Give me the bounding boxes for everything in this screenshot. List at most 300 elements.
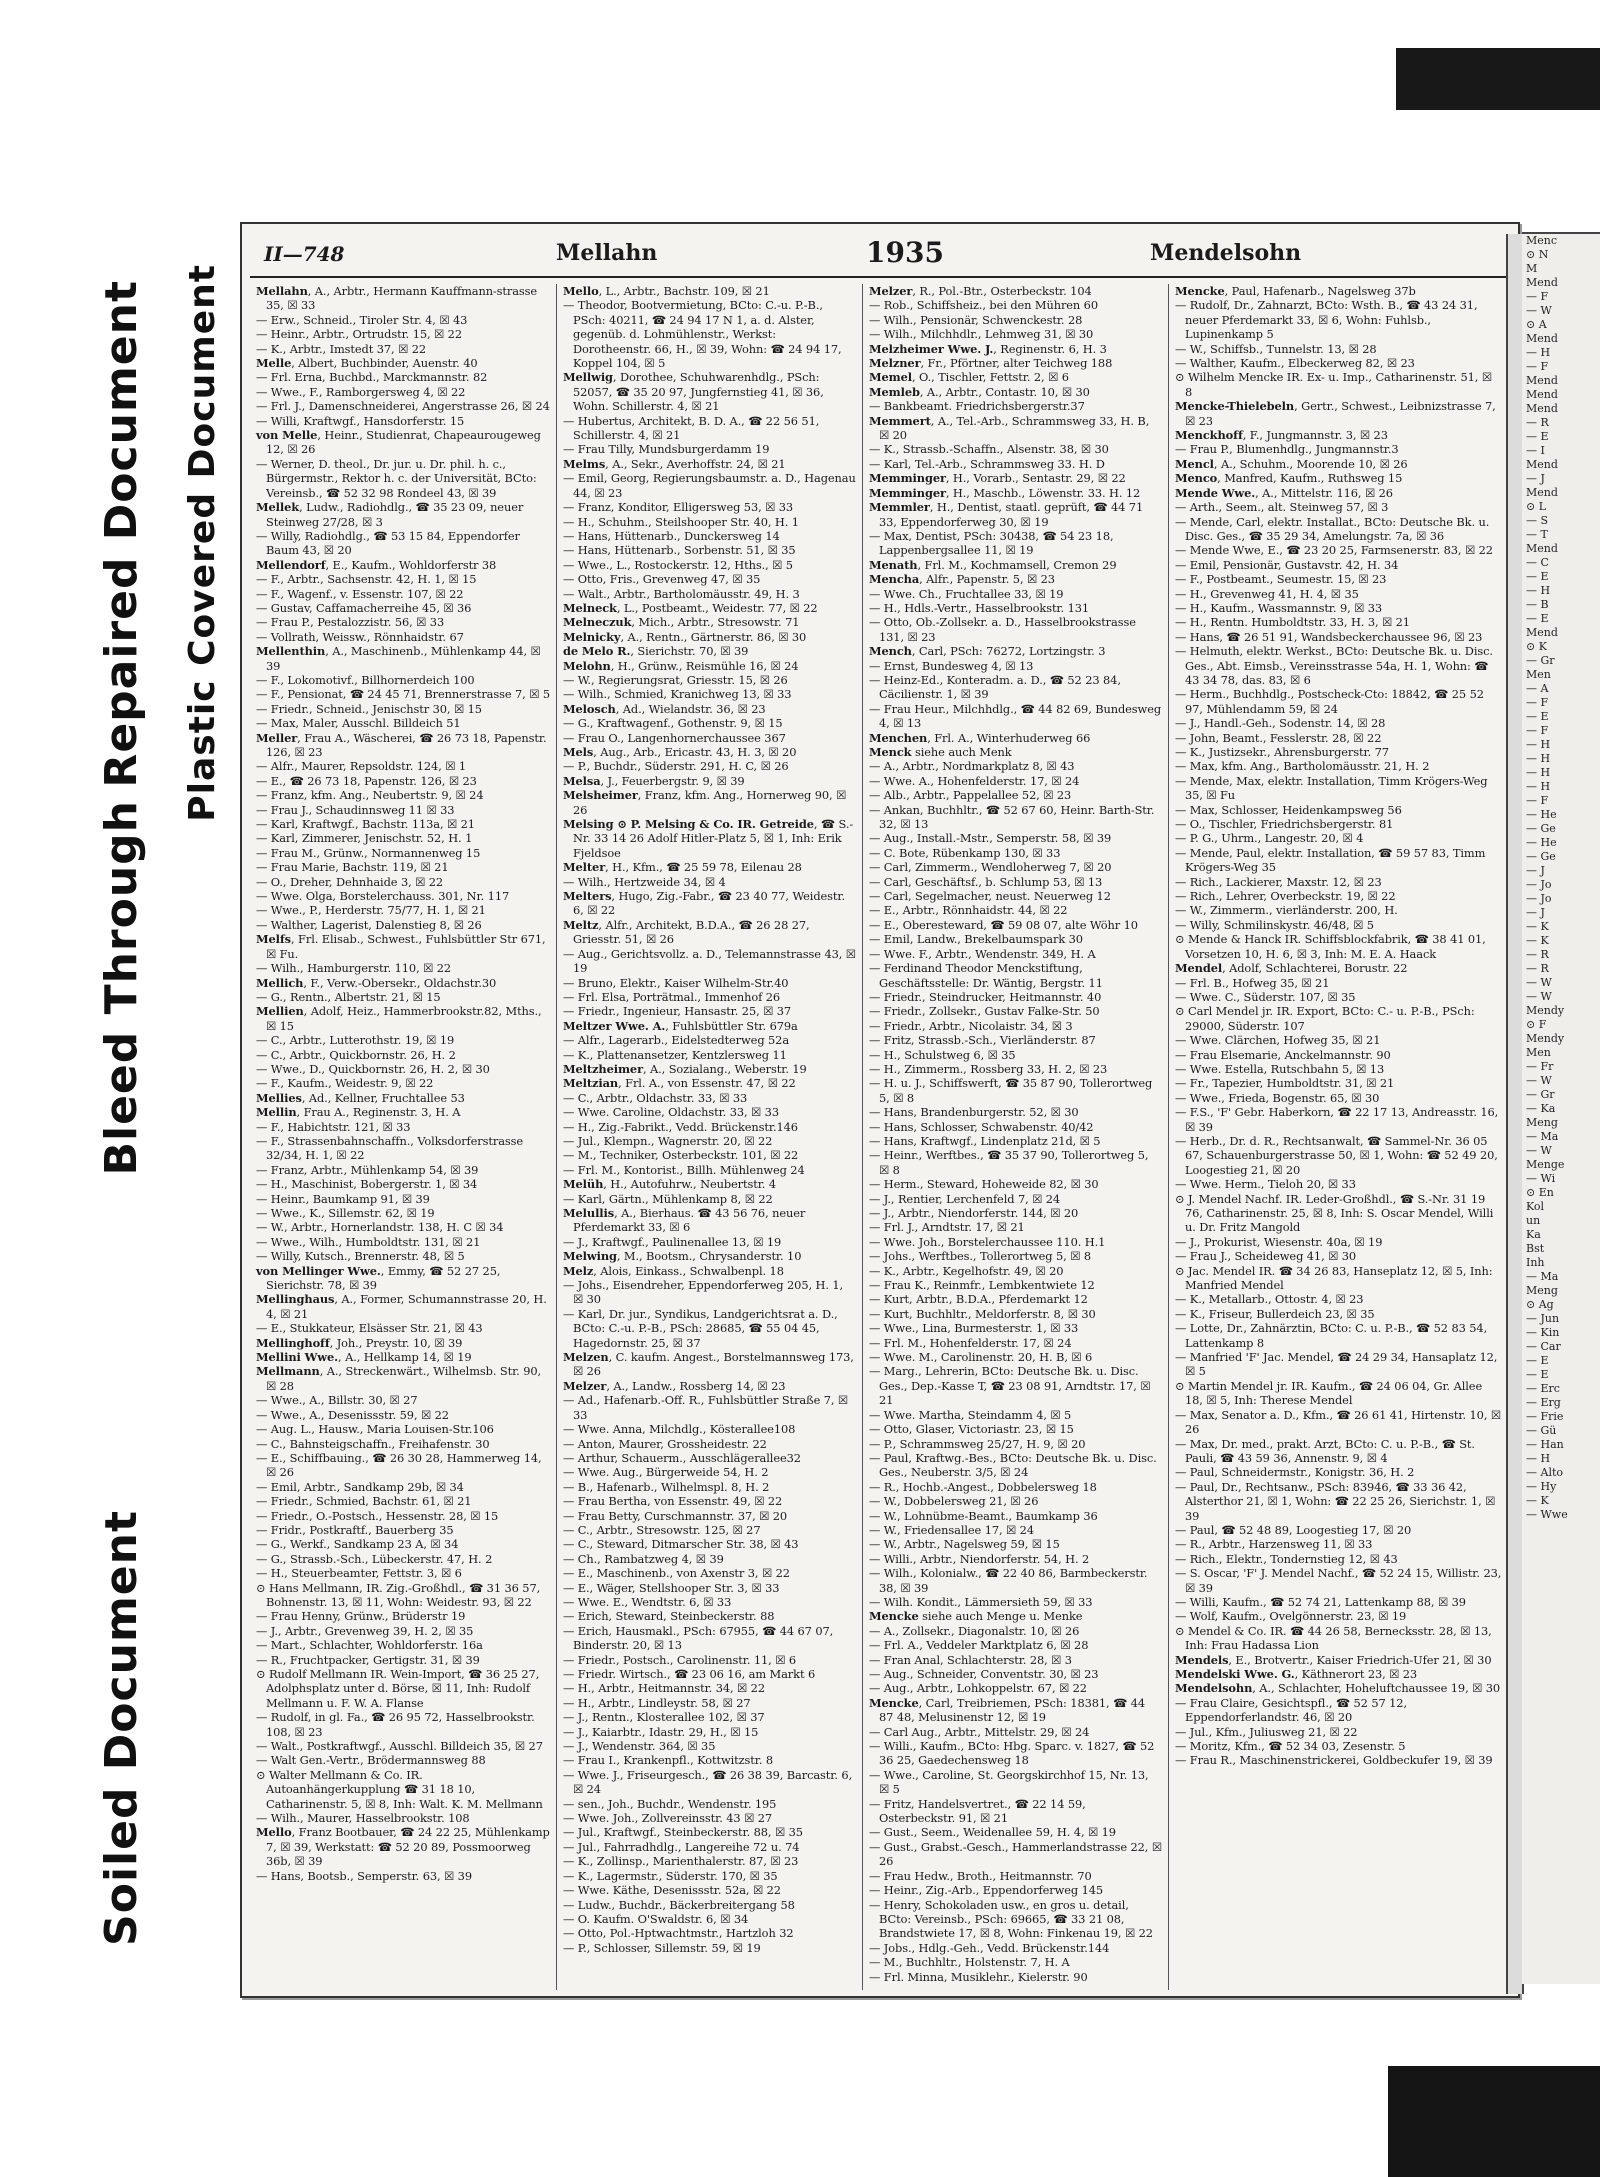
directory-entry: Mellinghaus, A., Former, Schumannstrasse 20, H. 4, ☒ 21 [256, 1292, 547, 1321]
directory-entry: — Frau Hedw., Broth., Heitmannstr. 70 [869, 1868, 1092, 1883]
directory-entry: Melzer, R., Pol.-Btr., Osterbeckstr. 104 [869, 284, 1092, 298]
directory-entry: Melwing, M., Bootsm., Chrysanderstr. 10 [563, 1249, 802, 1264]
directory-entry: — Frau Bertha, von Essenstr. 49, ☒ 22 [563, 1494, 783, 1509]
black-tape-bottom [1388, 2066, 1600, 2177]
directory-entry: ⊙ Rudolf Mellmann IR. Wein-Import, ☎ 36 25 27, Adolphsplatz unter d. Börse, ☒ 11, Inh: Rudolf Mellmann u. F. W. A. Flanse [256, 1667, 540, 1710]
directory-entry: ⊙ Mende & Hanck IR. Schiffsblockfabrik, ☎ 38 41 01, Vorsetzen 10, H. 6, ☒ 3, Inh: M. E. A. Haack [1175, 932, 1486, 961]
directory-entry: — Frau M., Grünw., Normannenweg 15 [256, 845, 481, 860]
directory-entry: — Frau J., Scheideweg 41, ☒ 30 [1175, 1249, 1357, 1264]
directory-entry: Melullis, A., Bierhaus. ☎ 43 56 76, neuer Pferdemarkt 33, ☒ 6 [563, 1206, 806, 1235]
directory-entry: Mellien, Adolf, Heiz., Hammerbrookstr.82, Mths., ☒ 15 [256, 1004, 542, 1033]
directory-entry: — K., Justizsekr., Ahrensburgerstr. 77 [1175, 745, 1389, 759]
directory-entry: — Aug., Install.-Mstr., Semperstr. 58, ☒ 39 [869, 831, 1112, 846]
next-page-fragment: — H [1526, 766, 1551, 779]
directory-entry: — Otto, Pol.-Hptwachtmstr., Hartzloh 32 [563, 1926, 794, 1941]
directory-entry: — Max, Schlosser, Heidenkampsweg 56 [1175, 802, 1402, 817]
directory-entry: — R., Hochb.-Angest., Dobbelersweg 18 [869, 1479, 1097, 1494]
next-page-fragment: — S [1526, 514, 1549, 527]
next-page-fragment: — K [1526, 1494, 1549, 1507]
directory-entry: — Rich., Lackierer, Maxstr. 12, ☒ 23 [1175, 874, 1382, 889]
directory-entry: — John, Beamt., Fesslerstr. 28, ☒ 22 [1175, 730, 1382, 745]
directory-entry: ⊙ Walter Mellmann & Co. IR. Autoanhängerkupplung ☎ 31 18 10, Catharinenstr. 5, ☒ 8, Inh: Walt. K. M. Mellmann [256, 1767, 543, 1811]
next-page-fragment: ⊙ En [1526, 1186, 1554, 1199]
next-page-fragment: — H [1526, 752, 1551, 765]
directory-entry: Melnicky, A., Rentn., Gärtnerstr. 86, ☒ 30 [563, 629, 807, 644]
next-page-fragment: — F [1526, 360, 1549, 373]
directory-entry: — Frau K., Reinmfr., Lembkentwiete 12 [869, 1278, 1095, 1293]
directory-entry: — W., Arbtr., Nagelsweg 59, ☒ 15 [869, 1537, 1060, 1552]
next-page-fragment: ⊙ N [1526, 248, 1549, 261]
directory-entry: — Wwe. Estella, Rutschbahn 5, ☒ 13 [1175, 1061, 1385, 1076]
next-page-fragment: — Kin [1526, 1326, 1560, 1339]
directory-entry: — P., Schlosser, Sillemstr. 59, ☒ 19 [563, 1940, 761, 1955]
directory-entry: — Kurt, Arbtr., B.D.A., Pferdemarkt 12 [869, 1292, 1088, 1307]
next-page-fragment: Meng [1526, 1284, 1558, 1297]
directory-entry: — Johs., Eisendreher, Eppendorferweg 205, H. 1, ☒ 30 [563, 1278, 844, 1307]
next-page-fragment: Mendy [1526, 1004, 1565, 1017]
next-page-fragment: — J [1526, 472, 1545, 485]
directory-entry: Mellich, F., Verw.-Obersekr., Oldachstr.30 [256, 975, 497, 990]
directory-entry: Memminger, H., Vorarb., Sentastr. 29, ☒ 22 [869, 471, 1126, 486]
next-page-fragment: — J [1526, 906, 1545, 919]
directory-entry: — G., Werkf., Sandkamp 23 A, ☒ 34 [256, 1537, 459, 1552]
next-page-fragment: — Hy [1526, 1480, 1557, 1493]
directory-entry: — Willi, Kraftwgf., Hansdorferstr. 15 [256, 413, 465, 428]
label-soiled-document: Soiled Document [96, 1510, 147, 1946]
directory-entry: — Wilh., Maurer, Hasselbrookstr. 108 [256, 1811, 470, 1826]
directory-entry: — Wwe. Clärchen, Hofweg 35, ☒ 21 [1175, 1033, 1381, 1048]
directory-entry: — Frau Betty, Curschmannstr. 37, ☒ 20 [563, 1508, 788, 1523]
directory-entry: — Erich, Steward, Steinbeckerstr. 88 [563, 1609, 775, 1624]
directory-entry: Menath, Frl. M., Kochmamsell, Cremon 29 [869, 557, 1117, 572]
directory-entry: — Herm., Buchhdlg., Postscheck-Cto: 18842, ☎ 25 52 97, Mühlendamm 59, ☒ 24 [1175, 687, 1484, 716]
directory-entry: Melters, Hugo, Zig.-Fabr., ☎ 23 40 77, Weidestr. 6, ☒ 22 [563, 889, 845, 918]
directory-entry: — Hans, ☎ 26 51 91, Wandsbeckerchaussee 96, ☒ 23 [1175, 629, 1483, 644]
directory-entry: — Wilh., Schmied, Kranichweg 13, ☒ 33 [563, 687, 792, 702]
next-page-fragment: M [1526, 262, 1538, 275]
directory-entry: — sen., Joh., Buchdr., Wendenstr. 195 [563, 1796, 777, 1811]
directory-entry: — J., Wendenstr. 364, ☒ 35 [563, 1739, 716, 1754]
directory-entry: ⊙ Hans Mellmann, IR. Zig.-Großhdl., ☎ 31 36 57, Bohnenstr. 13, ☒ 11, Wohn: Weidestr. 93, ☒ 22 [256, 1580, 541, 1609]
directory-entry: Meltz, Alfr., Architekt, B.D.A., ☎ 26 28 27, Griesstr. 51, ☒ 26 [563, 917, 810, 947]
directory-entry: — W., Zimmerm., vierländerstr. 200, H. [1175, 903, 1398, 918]
directory-entry: — Hans, Brandenburgerstr. 52, ☒ 30 [869, 1105, 1079, 1120]
directory-entry: — Wwe. Anna, Milchdlg., Kösterallee108 [563, 1422, 796, 1437]
directory-entry: — Henry, Schokoladen usw., en gros u. detail, BCto: Vereinsb., PSch: 69665, ☎ 33 21 08, Brandstwiete 17, ☒ 8, Wohn: Finkenau 19, ☒ 22 [869, 1897, 1153, 1941]
directory-entry: — Willy, Radiohdlg., ☎ 53 15 84, Eppendorfer Baum 43, ☒ 20 [256, 528, 520, 558]
next-page-fragment: Menc [1526, 234, 1558, 247]
directory-entry: — Carl, Geschäftsf., b. Schlump 53, ☒ 13 [869, 874, 1103, 889]
directory-entry: Melfs, Frl. Elisab., Schwest., Fuhlsbüttler Str 671, ☒ Fu. [256, 932, 546, 961]
directory-entry: — Wwe. M., Carolinenstr. 20, H. B, ☒ 6 [869, 1350, 1093, 1365]
directory-entry: — Ludw., Buchdr., Bäckerbreitergang 58 [563, 1897, 795, 1912]
directory-entry: ⊙ J. Mendel Nachf. IR. Leder-Großhdl., ☎ S.-Nr. 31 19 76, Catharinenstr. 25, ☒ 8, Inh: S. Oscar Mendel, Willi u. Dr. Fritz Mangold [1175, 1191, 1494, 1235]
next-page-fragment: Kol [1526, 1200, 1545, 1213]
directory-entry: Mellinghoff, Joh., Preystr. 10, ☒ 39 [256, 1335, 463, 1350]
directory-entry: — Emil, Arbtr., Sandkamp 29b, ☒ 34 [256, 1479, 464, 1494]
next-page-edge [1522, 232, 1600, 1984]
directory-entry: — K., Lagermstr., Süderstr. 170, ☒ 35 [563, 1868, 778, 1883]
directory-entry: — Frl. Minna, Musiklehr., Kielerstr. 90 [869, 1969, 1088, 1984]
directory-entry: — Emil, Georg, Regierungsbaumstr. a. D., Hagenau 44, ☒ 23 [563, 471, 856, 500]
next-page-fragment: Mendy [1526, 1032, 1565, 1045]
next-page-fragment: Menge [1526, 1158, 1565, 1171]
directory-entry: — Wilh. Kondit., Lämmersieth 59, ☒ 33 [869, 1594, 1093, 1609]
directory-entry: — Ch., Rambatzweg 4, ☒ 39 [563, 1551, 724, 1566]
directory-entry: — Gustav, Caffamacherreihe 45, ☒ 36 [256, 600, 472, 615]
directory-entry: — Frl. J., Damenschneiderei, Angerstrasse 26, ☒ 24 [256, 399, 550, 414]
directory-entry: — P. G., Uhrm., Langestr. 20, ☒ 4 [1175, 831, 1364, 846]
next-page-fragment: ⊙ A [1526, 318, 1547, 331]
next-page-fragment: — T [1526, 528, 1548, 541]
next-page-fragment: — F [1526, 290, 1549, 303]
directory-entry: Melsing ⊙ P. Melsing & Co. IR. Getreide, ☎ S.-Nr. 33 14 26 Adolf Hitler-Platz 5, ☒ 1, Inh: Erik Fjeldsoe [563, 817, 854, 860]
next-page-fragment: — He [1526, 836, 1557, 849]
directory-entry: — Karl, Kraftwgf., Bachstr. 113a, ☒ 21 [256, 817, 475, 832]
next-page-fragment: ⊙ L [1526, 500, 1547, 513]
directory-entry: Mende Wwe., A., Mittelstr. 116, ☒ 26 [1175, 485, 1393, 500]
directory-entry: — Wwe. Martha, Steindamm 4, ☒ 5 [869, 1407, 1072, 1422]
directory-page [240, 222, 1520, 1998]
directory-entry: — Wwe. Herm., Tieloh 20, ☒ 33 [1175, 1177, 1356, 1192]
label-bleed-through: Bleed Through [96, 800, 147, 1176]
directory-entry: Mellek, Ludw., Radiohdlg., ☎ 35 23 09, neuer Steinweg 27/28, ☒ 3 [256, 500, 524, 529]
directory-entry: — Kurt, Buchhltr., Meldorferstr. 8, ☒ 30 [869, 1306, 1096, 1321]
directory-entry: — B., Hafenarb., Wilhelmspl. 8, H. 2 [563, 1479, 770, 1494]
directory-entry: — Mende Wwe, E., ☎ 23 20 25, Farmsenerstr. 83, ☒ 22 [1175, 543, 1493, 558]
next-page-fragment: — E [1526, 1368, 1549, 1381]
directory-entry: — H. u. J., Schiffswerft, ☎ 35 87 90, Tollerortweg 5, ☒ 8 [869, 1076, 1153, 1105]
directory-entry: — Bruno, Elektr., Kaiser Wilhelm-Str.40 [563, 975, 789, 990]
next-page-fragment: ⊙ K [1526, 640, 1547, 653]
directory-entry: — W., Dobbelersweg 21, ☒ 26 [869, 1494, 1039, 1509]
directory-entry: — Gust., Seem., Weidenallee 59, H. 4, ☒ 19 [869, 1825, 1116, 1840]
directory-entry: Meller, Frau A., Wäscherei, ☎ 26 73 18, Papenstr. 126, ☒ 23 [256, 730, 547, 759]
directory-entry: — Karl, Zimmerer, Jenischstr. 52, H. 1 [256, 831, 473, 846]
next-page-fragment: — H [1526, 1452, 1551, 1465]
next-page-fragment: — W [1526, 1144, 1552, 1157]
directory-entry: — Hans, Hüttenarb., Sorbenstr. 51, ☒ 35 [563, 543, 796, 558]
next-page-fragment: — W [1526, 976, 1552, 989]
directory-entry: — J., Arbtr., Niendorferstr. 144, ☒ 20 [869, 1206, 1079, 1220]
directory-entry: Menco, Manfred, Kaufm., Ruthsweg 15 [1175, 471, 1403, 486]
directory-entry: — E., Arbtr., Rönnhaidstr. 44, ☒ 22 [869, 903, 1068, 918]
next-page-fragment: Mend [1526, 276, 1558, 289]
directory-entry: — Jobs., Hdlg.-Geh., Vedd. Brückenstr.144 [869, 1940, 1110, 1955]
directory-entry: — W., Arbtr., Hornerlandstr. 138, H. C ☒ 34 [256, 1220, 504, 1235]
directory-entry: — O. Kaufm. O'Swaldstr. 6, ☒ 34 [563, 1911, 749, 1926]
directory-entry: — Manfried 'F' Jac. Mendel, ☎ 24 29 34, Hansaplatz 12, ☒ 5 [1175, 1350, 1498, 1379]
directory-entry: — J., Kaiarbtr., Idastr. 29, H., ☒ 15 [563, 1724, 759, 1739]
directory-entry: Mencke, Carl, Treibriemen, PSch: 18381, ☎ 44 87 48, Melusinenstr 12, ☒ 19 [869, 1695, 1145, 1725]
directory-entry: Melüh, H., Autofuhrw., Neubertstr. 4 [563, 1177, 776, 1192]
directory-entry: Meltzian, Frl. A., von Essenstr. 47, ☒ 22 [563, 1076, 796, 1091]
directory-entry: Mencke-Thielebeln, Gertr., Schwest., Leibnizstrasse 7, ☒ 23 [1175, 399, 1496, 428]
directory-entry: — Willi., Arbtr., Niendorferstr. 54, H. 2 [869, 1551, 1090, 1566]
label-repaired-document: Repaired Document [96, 280, 147, 788]
directory-entry: — Rudolf, in gl. Fa., ☎ 26 95 72, Hasselbrookstr. 108, ☒ 23 [256, 1710, 535, 1739]
directory-entry: — J., Prokurist, Wiesenstr. 40a, ☒ 19 [1175, 1234, 1383, 1249]
entry-columns [250, 284, 1510, 1990]
next-page-fragment: — E [1526, 1354, 1549, 1367]
next-page-fragment: — Fr [1526, 1060, 1554, 1073]
page-header [250, 230, 1510, 278]
directory-entry: ⊙ Jac. Mendel IR. ☎ 34 26 83, Hanseplatz 12, ☒ 5, Inh: Manfried Mendel [1175, 1263, 1493, 1293]
directory-entry: — Frl. M., Hohenfelderstr. 17, ☒ 24 [869, 1335, 1072, 1350]
directory-entry: — Arthur, Schauerm., Ausschlägerallee32 [563, 1450, 801, 1465]
next-page-fragment: — Ma [1526, 1270, 1559, 1283]
directory-entry: — C., Arbtr., Lutterothstr. 19, ☒ 19 [256, 1033, 455, 1048]
black-tape-top [1396, 48, 1600, 110]
directory-entry: — Friedr., Schmied, Bachstr. 61, ☒ 21 [256, 1494, 472, 1509]
directory-entry: Mencha, Alfr., Papenstr. 5, ☒ 23 [869, 572, 1055, 587]
directory-entry: — Franz, Arbtr., Mühlenkamp 54, ☒ 39 [256, 1162, 479, 1177]
next-page-fragment: — Ka [1526, 1102, 1556, 1115]
directory-entry: — Emil, Landw., Brekelbaumspark 30 [869, 932, 1083, 947]
directory-entry: — J., Arbtr., Grevenweg 39, H. 2, ☒ 35 [256, 1623, 474, 1638]
directory-entry: — Friedr., Postsch., Carolinenstr. 11, ☒ 6 [563, 1652, 796, 1667]
next-page-fragment: — Han [1526, 1438, 1564, 1451]
directory-entry: — Max, kfm. Ang., Bartholomäusstr. 21, H. 2 [1175, 759, 1430, 774]
directory-entry: Melzheimer Wwe. J., Reginenstr. 6, H. 3 [869, 341, 1107, 356]
directory-entry: — Mende, Carl, elektr. Installat., BCto: Deutsche Bk. u. Disc. Ges., ☎ 35 29 34, Amelungstr. 7a, ☒ 36 [1175, 514, 1490, 543]
directory-entry: Melter, H., Kfm., ☎ 25 59 78, Eilenau 28 [563, 860, 802, 875]
directory-entry: — H., Schulstweg 6, ☒ 35 [869, 1047, 1016, 1062]
directory-entry: — Wilh., Milchhdlr., Lehmweg 31, ☒ 30 [869, 327, 1094, 342]
directory-entry: — Friedr., Arbtr., Nicolaistr. 34, ☒ 3 [869, 1018, 1073, 1033]
directory-entry: Melms, A., Sekr., Averhoffstr. 24, ☒ 21 [563, 456, 786, 471]
directory-entry: Mellahn, A., Arbtr., Hermann Kauffmann-strasse 35, ☒ 33 [256, 284, 538, 313]
directory-entry: von Melle, Heinr., Studienrat, Chapeaurougeweg 12, ☒ 26 [256, 428, 541, 457]
directory-entry: — Erw., Schneid., Tiroler Str. 4, ☒ 43 [256, 312, 468, 327]
directory-entry: — Jul., Klempn., Wagnerstr. 20, ☒ 22 [563, 1133, 773, 1148]
first-name-guide: Mellahn [556, 240, 658, 266]
next-page-fragment: — Car [1526, 1340, 1561, 1353]
directory-entry: — Rich., Elektr., Tondernstieg 12, ☒ 43 [1175, 1551, 1398, 1566]
directory-entry: — H., Zig.-Fabrikt., Vedd. Brückenstr.146 [563, 1119, 798, 1134]
directory-entry: — Vollrath, Weissw., Rönnhaidstr. 67 [256, 629, 464, 644]
directory-entry: — H., Arbtr., Lindleystr. 58, ☒ 27 [563, 1695, 751, 1710]
directory-entry: Melzner, Fr., Pförtner, alter Teichweg 188 [869, 356, 1113, 371]
directory-entry: — Wilh., Pensionär, Schwenckestr. 28 [869, 312, 1083, 327]
directory-entry: — Frau Claire, Gesichtspfl., ☎ 52 57 12, Eppendorferlandstr. 46, ☒ 20 [1175, 1695, 1407, 1725]
directory-entry: — Karl, Tel.-Arb., Schrammsweg 33. H. D [869, 456, 1105, 471]
directory-entry: — Fridr., Postkraftf., Bauerberg 35 [256, 1522, 454, 1537]
next-page-fragment: Mend [1526, 626, 1558, 639]
directory-entry: — Wwe. Olga, Borstelerchauss. 301, Nr. 117 [256, 889, 510, 904]
directory-entry: — Max, Maler, Ausschl. Billdeich 51 [256, 716, 461, 731]
directory-entry: ⊙ Carl Mendel jr. IR. Export, BCto: C.- u. P.-B., PSch: 29000, Süderstr. 107 [1175, 1004, 1475, 1033]
next-page-fragment: Mend [1526, 458, 1558, 471]
directory-entry: — P., Buchdr., Süderstr. 291, H. C, ☒ 26 [563, 759, 789, 774]
directory-entry: Melneczuk, Mich., Arbtr., Stresowstr. 71 [563, 615, 800, 630]
directory-entry: Menchen, Frl. A., Winterhuderweg 66 [869, 730, 1091, 745]
column-1 [250, 284, 556, 1990]
directory-entry: — Heinr., Arbtr., Ortrudstr. 15, ☒ 22 [256, 327, 462, 342]
next-page-fragment: Mend [1526, 388, 1558, 401]
directory-entry: Mendelsohn, A., Schlachter, Hoheluftchaussee 19, ☒ 30 [1175, 1681, 1501, 1696]
directory-entry: — H., Zimmerm., Rossberg 33, H. 2, ☒ 23 [869, 1061, 1108, 1076]
directory-entry: Memmler, H., Dentist, staatl. geprüft, ☎ 44 71 33, Eppendorferweg 30, ☒ 19 [869, 500, 1144, 529]
directory-entry: — Herm., Steward, Hoheweide 82, ☒ 30 [869, 1177, 1099, 1192]
directory-entry: — Karl, Dr. jur., Syndikus, Landgerichtsrat a. D., BCto: C.-u. P.-B., PSch: 28685, ☎ 55 04 45, Hagedornstr. 25, ☒ 37 [563, 1306, 838, 1350]
directory-entry: — Mart., Schlachter, Wohldorferstr. 16a [256, 1638, 483, 1653]
directory-entry: — Lotte, Dr., Zahnärztin, BCto: C. u. P.-B., ☎ 52 83 54, Lattenkamp 8 [1175, 1321, 1488, 1350]
directory-entry: — W., Schiffsb., Tunnelstr. 13, ☒ 28 [1175, 341, 1377, 356]
directory-entry: — W., Friedensallee 17, ☒ 24 [869, 1522, 1034, 1537]
directory-entry: Mellwig, Dorothee, Schuhwarenhdlg., PSch: 52057, ☎ 35 20 97, Jungfernstieg 41, ☒ 36, Wohn. Schillerstr. 4, ☒ 21 [563, 370, 824, 414]
next-page-fragment: — Alto [1526, 1466, 1564, 1479]
directory-entry: — Wwe. C., Süderstr. 107, ☒ 35 [1175, 989, 1356, 1004]
directory-entry: Melzen, C. kaufm. Angest., Borstelmannsweg 173, ☒ 26 [563, 1350, 854, 1379]
directory-entry: — G., Rentn., Albertstr. 21, ☒ 15 [256, 989, 441, 1004]
directory-entry: — H., Schuhm., Steilshooper Str. 40, H. 1 [563, 514, 799, 529]
category-labels [96, 260, 236, 2080]
last-name-guide: Mendelsohn [1150, 240, 1302, 266]
next-page-fragment: — W [1526, 990, 1552, 1003]
directory-entry: Melz, Alois, Einkass., Schwalbenpl. 18 [563, 1263, 784, 1278]
next-page-fragment: — Gü [1526, 1424, 1557, 1437]
directory-entry: — Frau P., Blumenhdlg., Jungmannstr.3 [1175, 442, 1399, 457]
directory-entry: — Wwe. Caroline, Oldachstr. 33, ☒ 33 [563, 1105, 779, 1120]
directory-entry: — Max, Senator a. D., Kfm., ☎ 26 61 41, Hirtenstr. 10, ☒ 26 [1175, 1407, 1501, 1437]
directory-entry: Melohn, H., Grünw., Reismühle 16, ☒ 24 [563, 658, 799, 673]
directory-entry: — Frl. M., Kontorist., Billh. Mühlenweg 24 [563, 1162, 805, 1177]
directory-entry: — Anton, Maurer, Grossheidestr. 22 [563, 1436, 767, 1451]
directory-entry: — Wwe. F., Arbtr., Wendenstr. 349, H. A [869, 946, 1096, 961]
directory-entry: — H., Maschinist, Bobergerstr. 1, ☒ 34 [256, 1177, 478, 1192]
next-page-fragment: — C [1526, 556, 1549, 569]
directory-entry: — Frau I., Krankenpfl., Kottwitzstr. 8 [563, 1753, 774, 1768]
directory-entry: — Moritz, Kfm., ☎ 52 34 03, Zesenstr. 5 [1175, 1739, 1406, 1754]
next-page-fragment: — F [1526, 724, 1549, 737]
directory-entry: Mellenthin, A., Maschinenb., Mühlenkamp 44, ☒ 39 [256, 644, 541, 673]
directory-entry: Mellmann, A., Streckenwärt., Wilhelmsb. Str. 90, ☒ 28 [256, 1364, 542, 1393]
next-page-fragment: — Ge [1526, 850, 1556, 863]
directory-entry: — Frau R., Maschinenstrickerei, Goldbeckufer 19, ☒ 39 [1175, 1753, 1493, 1768]
directory-entry: — H., Kaufm., Wassmannstr. 9, ☒ 33 [1175, 600, 1383, 615]
directory-entry: — J., Handl.-Geh., Sodenstr. 14, ☒ 28 [1175, 716, 1386, 731]
directory-entry: Mendels, E., Brotvertr., Kaiser Friedrich-Ufer 21, ☒ 30 [1175, 1652, 1492, 1667]
directory-entry: — Jul., Kraftwgf., Steinbeckerstr. 88, ☒ 35 [563, 1825, 803, 1840]
directory-entry: de Melo R., Sierichstr. 70, ☒ 39 [563, 644, 749, 659]
directory-entry: — Walther, Kaufm., Elbeckerweg 82, ☒ 23 [1175, 356, 1415, 371]
next-page-fragment: Mend [1526, 402, 1558, 415]
directory-entry: — Gust., Grabst.-Gesch., Hammerlandstrasse 22, ☒ 26 [869, 1839, 1162, 1869]
next-page-fragment: — Frie [1526, 1410, 1564, 1423]
directory-entry: — Ad., Hafenarb.-Off. R., Fuhlsbüttler Straße 7, ☒ 33 [563, 1393, 849, 1422]
next-page-fragment: — J [1526, 864, 1545, 877]
directory-entry: — Rich., Lehrer, Overbeckstr. 19, ☒ 22 [1175, 889, 1396, 904]
next-page-fragment: — Erg [1526, 1396, 1561, 1409]
directory-entry: — O., Tischler, Friedrichsbergerstr. 81 [1175, 817, 1394, 832]
directory-entry: — Fr., Tapezier, Humboldtstr. 31, ☒ 21 [1175, 1076, 1395, 1091]
next-page-fragment: Ka [1526, 1228, 1541, 1241]
directory-entry: Melosch, Ad., Wielandstr. 36, ☒ 23 [563, 701, 766, 716]
directory-entry: Mellendorf, E., Kaufm., Wohldorferstr 38 [256, 557, 497, 572]
directory-entry: — Paul, Kraftwg.-Bes., BCto: Deutsche Bk. u. Disc. Ges., Neuberstr. 3/5, ☒ 24 [869, 1450, 1157, 1480]
directory-entry: — Herb., Dr. d. R., Rechtsanwalt, ☎ Sammel-Nr. 36 05 67, Schauenburgerstrasse 50, ☒ 1, Wohn: ☎ 52 49 20, Loogestieg 21, ☒ 20 [1175, 1133, 1498, 1177]
directory-entry: — H., Arbtr., Heitmannstr. 34, ☒ 22 [563, 1681, 765, 1696]
directory-entry: Melle, Albert, Buchbinder, Auenstr. 40 [256, 356, 478, 371]
page-number: II—748 [264, 242, 345, 266]
directory-entry: — Wwe., A., Billstr. 30, ☒ 27 [256, 1393, 418, 1408]
directory-entry: — Willy, Schmilinskystr. 46/48, ☒ 5 [1175, 917, 1374, 932]
directory-entry: — Friedr., Steindrucker, Heitmannstr. 40 [869, 989, 1102, 1004]
directory-entry: — J., Rentier, Lerchenfeld 7, ☒ 24 [869, 1191, 1061, 1206]
directory-entry: — F., Pensionat, ☎ 24 45 71, Brennerstrasse 7, ☒ 5 [256, 687, 550, 702]
directory-entry: — K., Metallarb., Ottostr. 4, ☒ 23 [1175, 1292, 1364, 1307]
next-page-fragment: — Wwe [1526, 1508, 1568, 1521]
directory-entry: — F., Strassenbahnschaffn., Volksdorferstrasse 32/34, H. 1, ☒ 22 [256, 1133, 524, 1163]
directory-entry: — Alfr., Lagerarb., Eidelstedterweg 52a [563, 1033, 790, 1048]
next-page-fragment: — H [1526, 780, 1551, 793]
directory-entry: — Walt., Arbtr., Bartholomäusstr. 49, H. 3 [563, 586, 800, 601]
label-plastic-covered-document: Plastic Covered Document [182, 264, 223, 822]
directory-entry: — Frau Tilly, Mundsburgerdamm 19 [563, 442, 770, 457]
directory-entry: — Otto, Fris., Grevenweg 47, ☒ 35 [563, 572, 761, 587]
directory-entry: — K., Friseur, Bullerdeich 23, ☒ 35 [1175, 1306, 1375, 1321]
directory-entry: — Walt Gen.-Vertr., Brödermannsweg 88 [256, 1753, 486, 1768]
directory-entry: — S. Oscar, 'F' J. Mendel Nachf., ☎ 52 24 15, Willistr. 23, ☒ 39 [1175, 1566, 1502, 1595]
next-page-fragment: — Erc [1526, 1382, 1560, 1395]
directory-year: 1935 [866, 236, 944, 269]
directory-entry: — Alfr., Maurer, Repsoldstr. 124, ☒ 1 [256, 759, 467, 774]
directory-entry: — Carl Aug., Arbtr., Mittelstr. 29, ☒ 24 [869, 1724, 1090, 1739]
directory-entry: — Frau Heur., Milchhdlg., ☎ 44 82 69, Bundesweg 4, ☒ 13 [869, 701, 1162, 731]
directory-entry: — Hans, Hüttenarb., Dunckersweg 14 [563, 528, 780, 543]
directory-entry: — F., Lokomotivf., Billhornerdeich 100 [256, 672, 475, 687]
directory-entry: — Wwe., P., Herderstr. 75/77, H. 1, ☒ 21 [256, 903, 486, 918]
directory-entry: — Wwe., K., Sillemstr. 62, ☒ 19 [256, 1206, 435, 1220]
directory-entry: — Wwe. E., Wendtstr. 6, ☒ 33 [563, 1594, 732, 1609]
next-page-fragment: — R [1526, 948, 1549, 961]
directory-entry: — Friedr., Ingenieur, Hansastr. 25, ☒ 37 [563, 1004, 792, 1019]
directory-entry: — Frl. Erna, Buchbd., Marckmannstr. 82 [256, 370, 488, 385]
directory-entry: — F., Habichtstr. 121, ☒ 33 [256, 1119, 411, 1134]
next-page-fragment: Mend [1526, 374, 1558, 387]
directory-entry: — Johs., Werftbes., Tollerortweg 5, ☒ 8 [869, 1249, 1091, 1264]
directory-entry: — Frl. Elsa, Porträtmal., Immenhof 26 [563, 989, 781, 1004]
directory-entry: — Max, Dr. med., prakt. Arzt, BCto: C. u. P.-B., ☎ St. Pauli, ☎ 43 59 36, Annenstr. 9, ☒ 4 [1175, 1436, 1475, 1465]
directory-entry: — Erich, Hausmakl., PSch: 67955, ☎ 44 67 07, Binderstr. 20, ☒ 13 [563, 1623, 834, 1653]
directory-entry: — Wwe., Caroline, St. Georgskirchhof 15, Nr. 13, ☒ 5 [869, 1767, 1149, 1797]
directory-entry: — C. Bote, Rübenkamp 130, ☒ 33 [869, 845, 1061, 860]
directory-entry: ⊙ Wilhelm Mencke IR. Ex- u. Imp., Catharinenstr. 51, ☒ 8 [1175, 370, 1492, 399]
directory-entry: — Jul., Fahrradhdlg., Langereihe 72 u. 74 [563, 1839, 800, 1854]
directory-entry: — Emil, Pensionär, Gustavstr. 42, H. 34 [1175, 557, 1399, 572]
directory-entry: — Willi., Kaufm., BCto: Hbg. Sparc. v. 1827, ☎ 52 36 25, Gaedechensweg 18 [869, 1739, 1155, 1768]
next-page-fragment: Mend [1526, 332, 1558, 345]
directory-entry: — Wwe., Wilh., Humboldtstr. 131, ☒ 21 [256, 1234, 481, 1249]
directory-entry: — Fritz, Strassb.-Sch., Vierländerstr. 87 [869, 1033, 1096, 1048]
directory-entry: — Wwe. A., Hohenfelderstr. 17, ☒ 24 [869, 773, 1080, 788]
next-page-fragment: — B [1526, 598, 1549, 611]
directory-entry: — Friedr., O.-Postsch., Hessenstr. 28, ☒ 15 [256, 1508, 499, 1523]
directory-entry: — Franz, Konditor, Elligersweg 53, ☒ 33 [563, 500, 794, 515]
directory-entry: — Ernst, Bundesweg 4, ☒ 13 [869, 658, 1034, 673]
directory-entry: — H., Hdls.-Vertr., Hasselbrookstr. 131 [869, 600, 1090, 615]
directory-entry: Memmert, A., Tel.-Arb., Schrammsweg 33, H. B, ☒ 20 [869, 413, 1150, 443]
next-page-fragment: — E [1526, 570, 1549, 583]
directory-entry: — Fritz, Handelsvertret., ☎ 22 14 59, Osterbeckstr. 91, ☒ 21 [869, 1796, 1086, 1826]
directory-entry: — Frau J., Schaudinnsweg 11 ☒ 33 [256, 802, 455, 817]
next-page-fragment: ⊙ F [1526, 1018, 1547, 1031]
directory-entry: — Hubertus, Architekt, B. D. A., ☎ 22 56 51, Schillerstr. 4, ☒ 21 [563, 413, 820, 443]
next-page-fragment: Meng [1526, 1116, 1558, 1129]
next-page-fragment: — E [1526, 612, 1549, 625]
column-4 [1168, 284, 1508, 1990]
